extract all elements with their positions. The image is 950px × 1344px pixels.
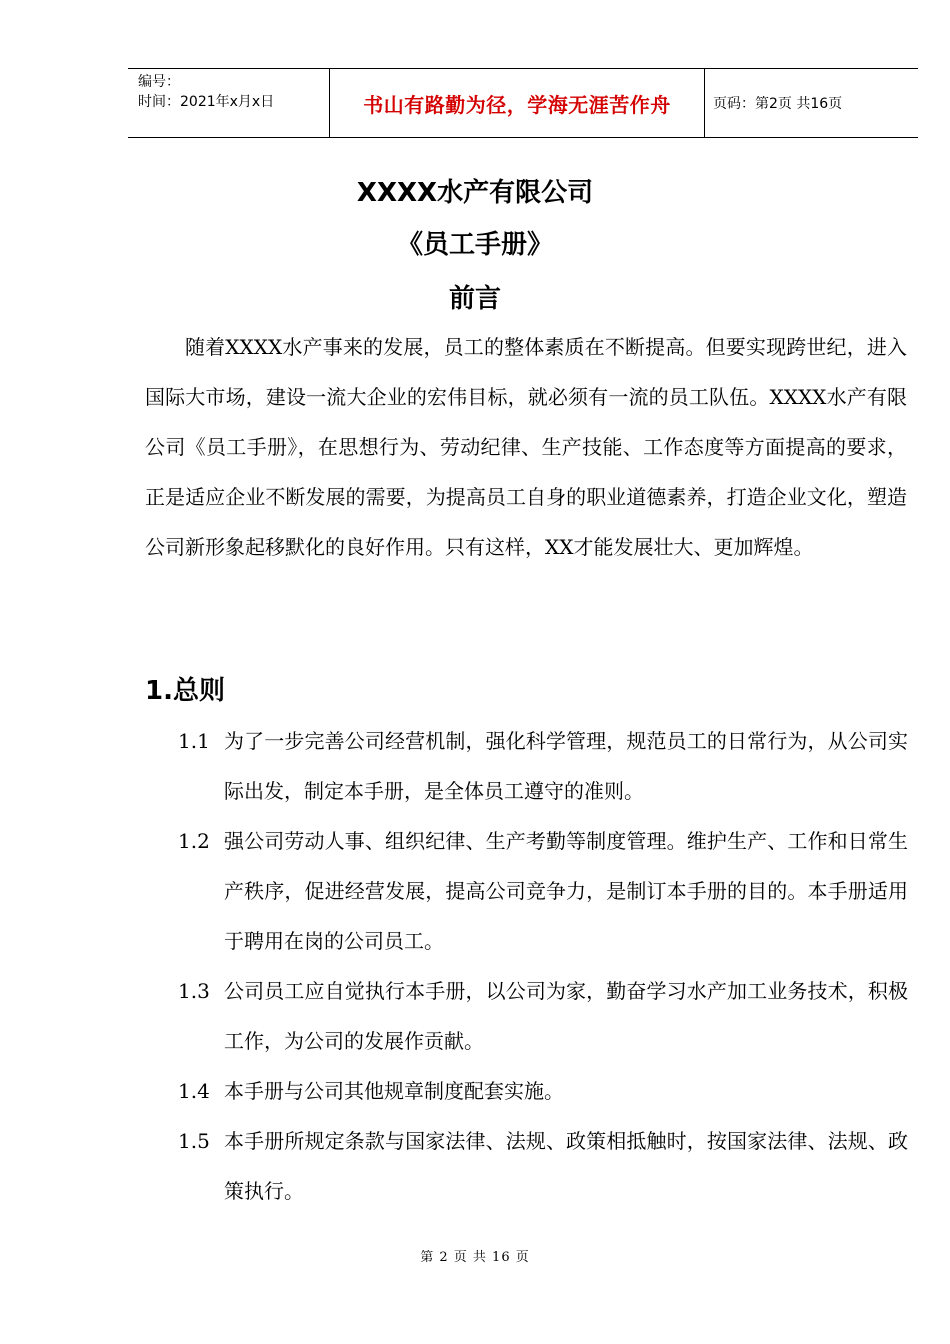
clause-text: 本手册与公司其他规章制度配套实施。 xyxy=(224,1079,564,1103)
clause-list xyxy=(178,716,908,1216)
clause-item xyxy=(178,1116,908,1216)
header-page-info: 页码：第2页 共16页 xyxy=(713,96,843,112)
clause-item xyxy=(178,716,908,816)
preface-heading: 前言 xyxy=(448,284,501,314)
date-label: 时间：2021年x月x日 xyxy=(138,94,275,110)
page-footer: 第 2 页 共 16 页 xyxy=(420,1250,530,1265)
clause-text: 强公司劳动人事、组织纪律、生产考勤等制度管理。维护生产、工作和日常生产秩序，促进经营发展，提高公司竞争力，是制订本手册的目的。本手册适用于聘用在岗的公司员工。 xyxy=(224,829,908,953)
clause-text: 公司员工应自觉执行本手册，以公司为家，勤奋学习水产加工业务技术，积极工作，为公司的发展作贡献。 xyxy=(224,979,908,1053)
clause-number: 1.3 xyxy=(178,979,210,1003)
clause-number: 1.4 xyxy=(178,1079,210,1103)
clause-number: 1.1 xyxy=(178,729,210,753)
header-meta xyxy=(128,69,330,137)
clause-item xyxy=(178,1066,908,1116)
section-heading: 1.总则 xyxy=(145,676,225,706)
clause-text: 本手册所规定条款与国家法律、法规、政策相抵触时，按国家法律、法规、政策执行。 xyxy=(224,1129,908,1203)
clause-item xyxy=(178,966,908,1066)
clause-text: 为了一步完善公司经营机制，强化科学管理，规范员工的日常行为，从公司实际出发，制定本手册，是全体员工遵守的准则。 xyxy=(224,729,908,803)
page-header xyxy=(128,68,918,138)
header-motto: 书山有路勤为径，学海无涯苦作舟 xyxy=(330,69,705,137)
clause-item xyxy=(178,816,908,966)
company-title: XXXX水产有限公司 xyxy=(356,178,594,208)
clause-number: 1.2 xyxy=(178,829,210,853)
clause-number: 1.5 xyxy=(178,1129,210,1153)
serial-label: 编号： xyxy=(138,74,180,90)
handbook-title: 《员工手册》 xyxy=(396,230,553,260)
preface-paragraph: 随着XXXX水产事来的发展，员工的整体素质在不断提高。但要实现跨世纪，进入国际大市场，建设一流大企业的宏伟目标，就必须有一流的员工队伍。XXXX水产有限公司《员工手册》，在思想行为、劳动纪律、生产技能、工作态度等方面提高的要求，正是适应企业不断发展的需要，为提高员工自身的职业道德素养，打造企业文化，塑造公司新形象起移默化的良好作用。只有这样，XX才能发展壮大、更加辉煌。 xyxy=(145,335,907,559)
